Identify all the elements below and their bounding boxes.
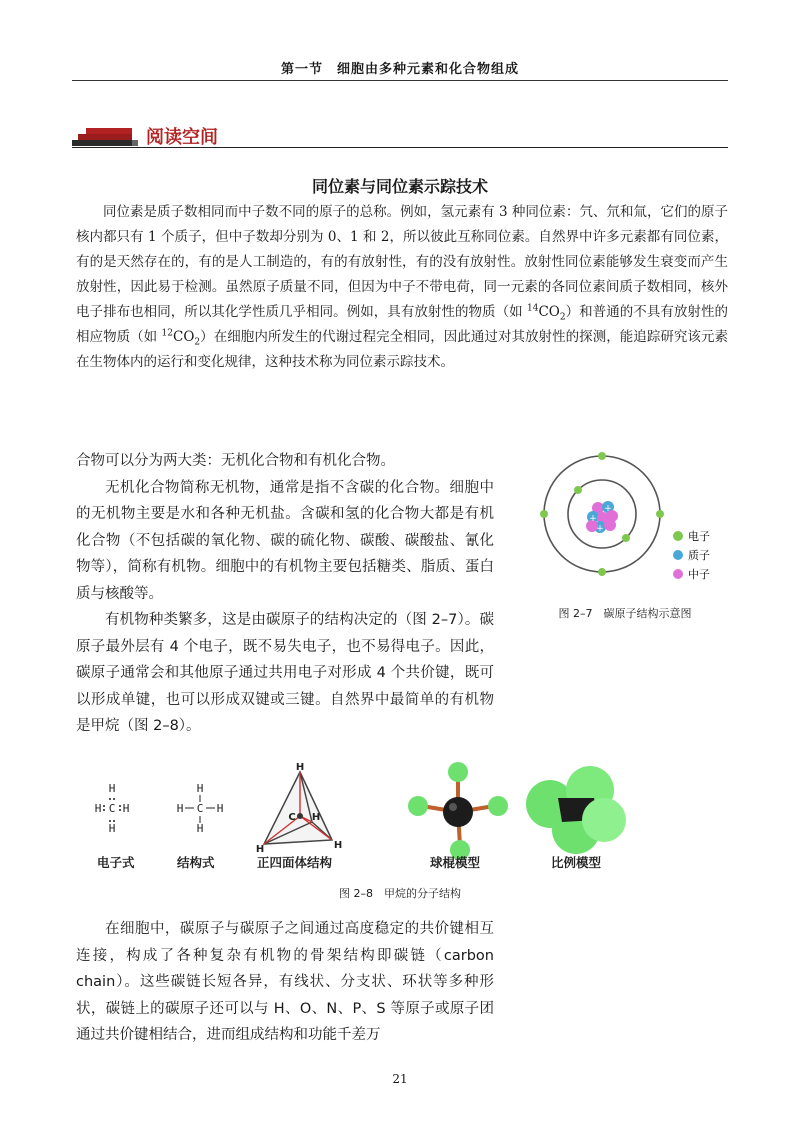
- svg-text:H: H: [196, 782, 204, 795]
- isotope-14-mass: 14: [526, 303, 539, 314]
- svg-text:+: +: [604, 504, 612, 514]
- svg-text:H: H: [255, 844, 265, 855]
- svg-text:H: H: [108, 822, 116, 835]
- reading-space-rule: [72, 147, 728, 148]
- svg-text:H: H: [311, 812, 321, 823]
- page-number: 21: [392, 1072, 408, 1086]
- svg-text:C: C: [108, 802, 116, 815]
- structural-formula: [177, 782, 224, 835]
- svg-text:C: C: [288, 812, 296, 823]
- nucleus: [586, 501, 618, 534]
- paragraph: 合物可以分为两大类：无机化合物和有机化合物。: [76, 453, 395, 469]
- electron-formula: [95, 782, 130, 835]
- label-space-filling: 比例模型: [551, 855, 602, 870]
- carbon-atom-diagram: [530, 452, 740, 602]
- tetrahedron-structure: [256, 762, 342, 855]
- methane-structure-diagram: [80, 760, 720, 872]
- svg-text:H: H: [216, 802, 224, 815]
- main-text: [76, 448, 494, 740]
- legend-electron: 电子: [688, 530, 710, 543]
- svg-text:H: H: [295, 762, 305, 773]
- space-filling-model: [526, 766, 626, 854]
- label-tetrahedron: 正四面体结构: [257, 855, 333, 870]
- paragraph: 在细胞中，碳原子与碳原子之间通过高度稳定的共价键相互连接，构成了各种复杂有机物的骨架结构即碳链（carbon chain）。这些碳链长短各异，有线状、分支状、环状等多种形状，碳链上的碳原子还可以与 H、O、N、P、S 等原子或原子团通过共价键相结合，进而组成结构和功能千差万: [76, 921, 494, 1043]
- label-ball-stick: 球棍模型: [430, 855, 481, 870]
- figure-2-8-caption: 图 2–8 甲烷的分子结构: [339, 887, 461, 900]
- legend-proton: 质子: [688, 549, 710, 562]
- books-icon: [72, 128, 138, 146]
- svg-text:H: H: [94, 802, 102, 815]
- svg-text:+: +: [589, 514, 597, 524]
- svg-text:H: H: [122, 802, 130, 815]
- reading-space-header: [72, 122, 728, 152]
- reading-space-label: 阅读空间: [146, 127, 218, 148]
- box-title: 同位素与同位素示踪技术: [311, 177, 488, 196]
- atom-legend: [673, 529, 710, 581]
- box-paragraph: 同位素是质子数相同而中子数不同的原子的总称。例如，氢元素有 3 种同位素：氕、氘和氚，它们的原子核内都只有 1 个质子，但中子数却分别为 0、1 和 2，所以彼此互称同位素。自然界中许多元素都有同位素，有的是天然存在的，有的是人工制造的，有的有放射性，有的没有放射性。放射性同位素能够发生衰变而产生放射性，因此易于检测。虽然原子质量不同，但因为中子不带电荷，同一元素的各同位素间质子数相同，核外电子排布也相同，所以其化学性质几乎相同。例如，具有放射性的物质（如 $^{14}CO_2$）和普通的不具有放射性的相应物质（如 $^{12}CO_2$）在细胞内所发生的代谢过程完全相同，因此通过对其放射性的探测，能追踪研究该元素在生物体内的运行和变化规律，这种技术称为同位素示踪技术。: [76, 204, 729, 370]
- label-structural-formula: 结构式: [177, 855, 215, 870]
- paragraph: 有机物种类繁多，这是由碳原子的结构决定的（图 2–7）。碳原子最外层有 4 个电子，既不易失电子，也不易得电子。因此，碳原子通常会和其他原子通过共用电子对形成 4 个共价键，既可以形成单键，也可以形成双键或三键。自然界中最简单的有机物是甲烷（图 2–8）。: [76, 612, 494, 734]
- svg-text:+: +: [596, 524, 604, 534]
- svg-text:H: H: [108, 782, 116, 795]
- header-rule: [72, 80, 728, 81]
- svg-text:C: C: [196, 802, 204, 815]
- svg-text:H: H: [196, 822, 204, 835]
- running-head: 第一节 细胞由多种元素和化合物组成: [280, 62, 519, 77]
- svg-text:H: H: [176, 802, 184, 815]
- ball-and-stick-model: [408, 762, 508, 860]
- isotope-12-mass: 12: [161, 328, 173, 339]
- figure-2-7-caption: 图 2–7 碳原子结构示意图: [558, 607, 692, 620]
- label-electron-formula: 电子式: [97, 855, 135, 870]
- svg-text:H: H: [333, 840, 343, 851]
- legend-neutron: 中子: [688, 568, 710, 581]
- paragraph: 无机化合物简称无机物，通常是指不含碳的化合物。细胞中的无机物主要是水和各种无机盐。含碳和氢的化合物大都是有机化合物（不包括碳的氧化物、碳的硫化物、碳酸、碳酸盐、氰化物等），简称有机物。细胞中的有机物主要包括糖类、脂质、蛋白质与核酸等。: [76, 479, 494, 602]
